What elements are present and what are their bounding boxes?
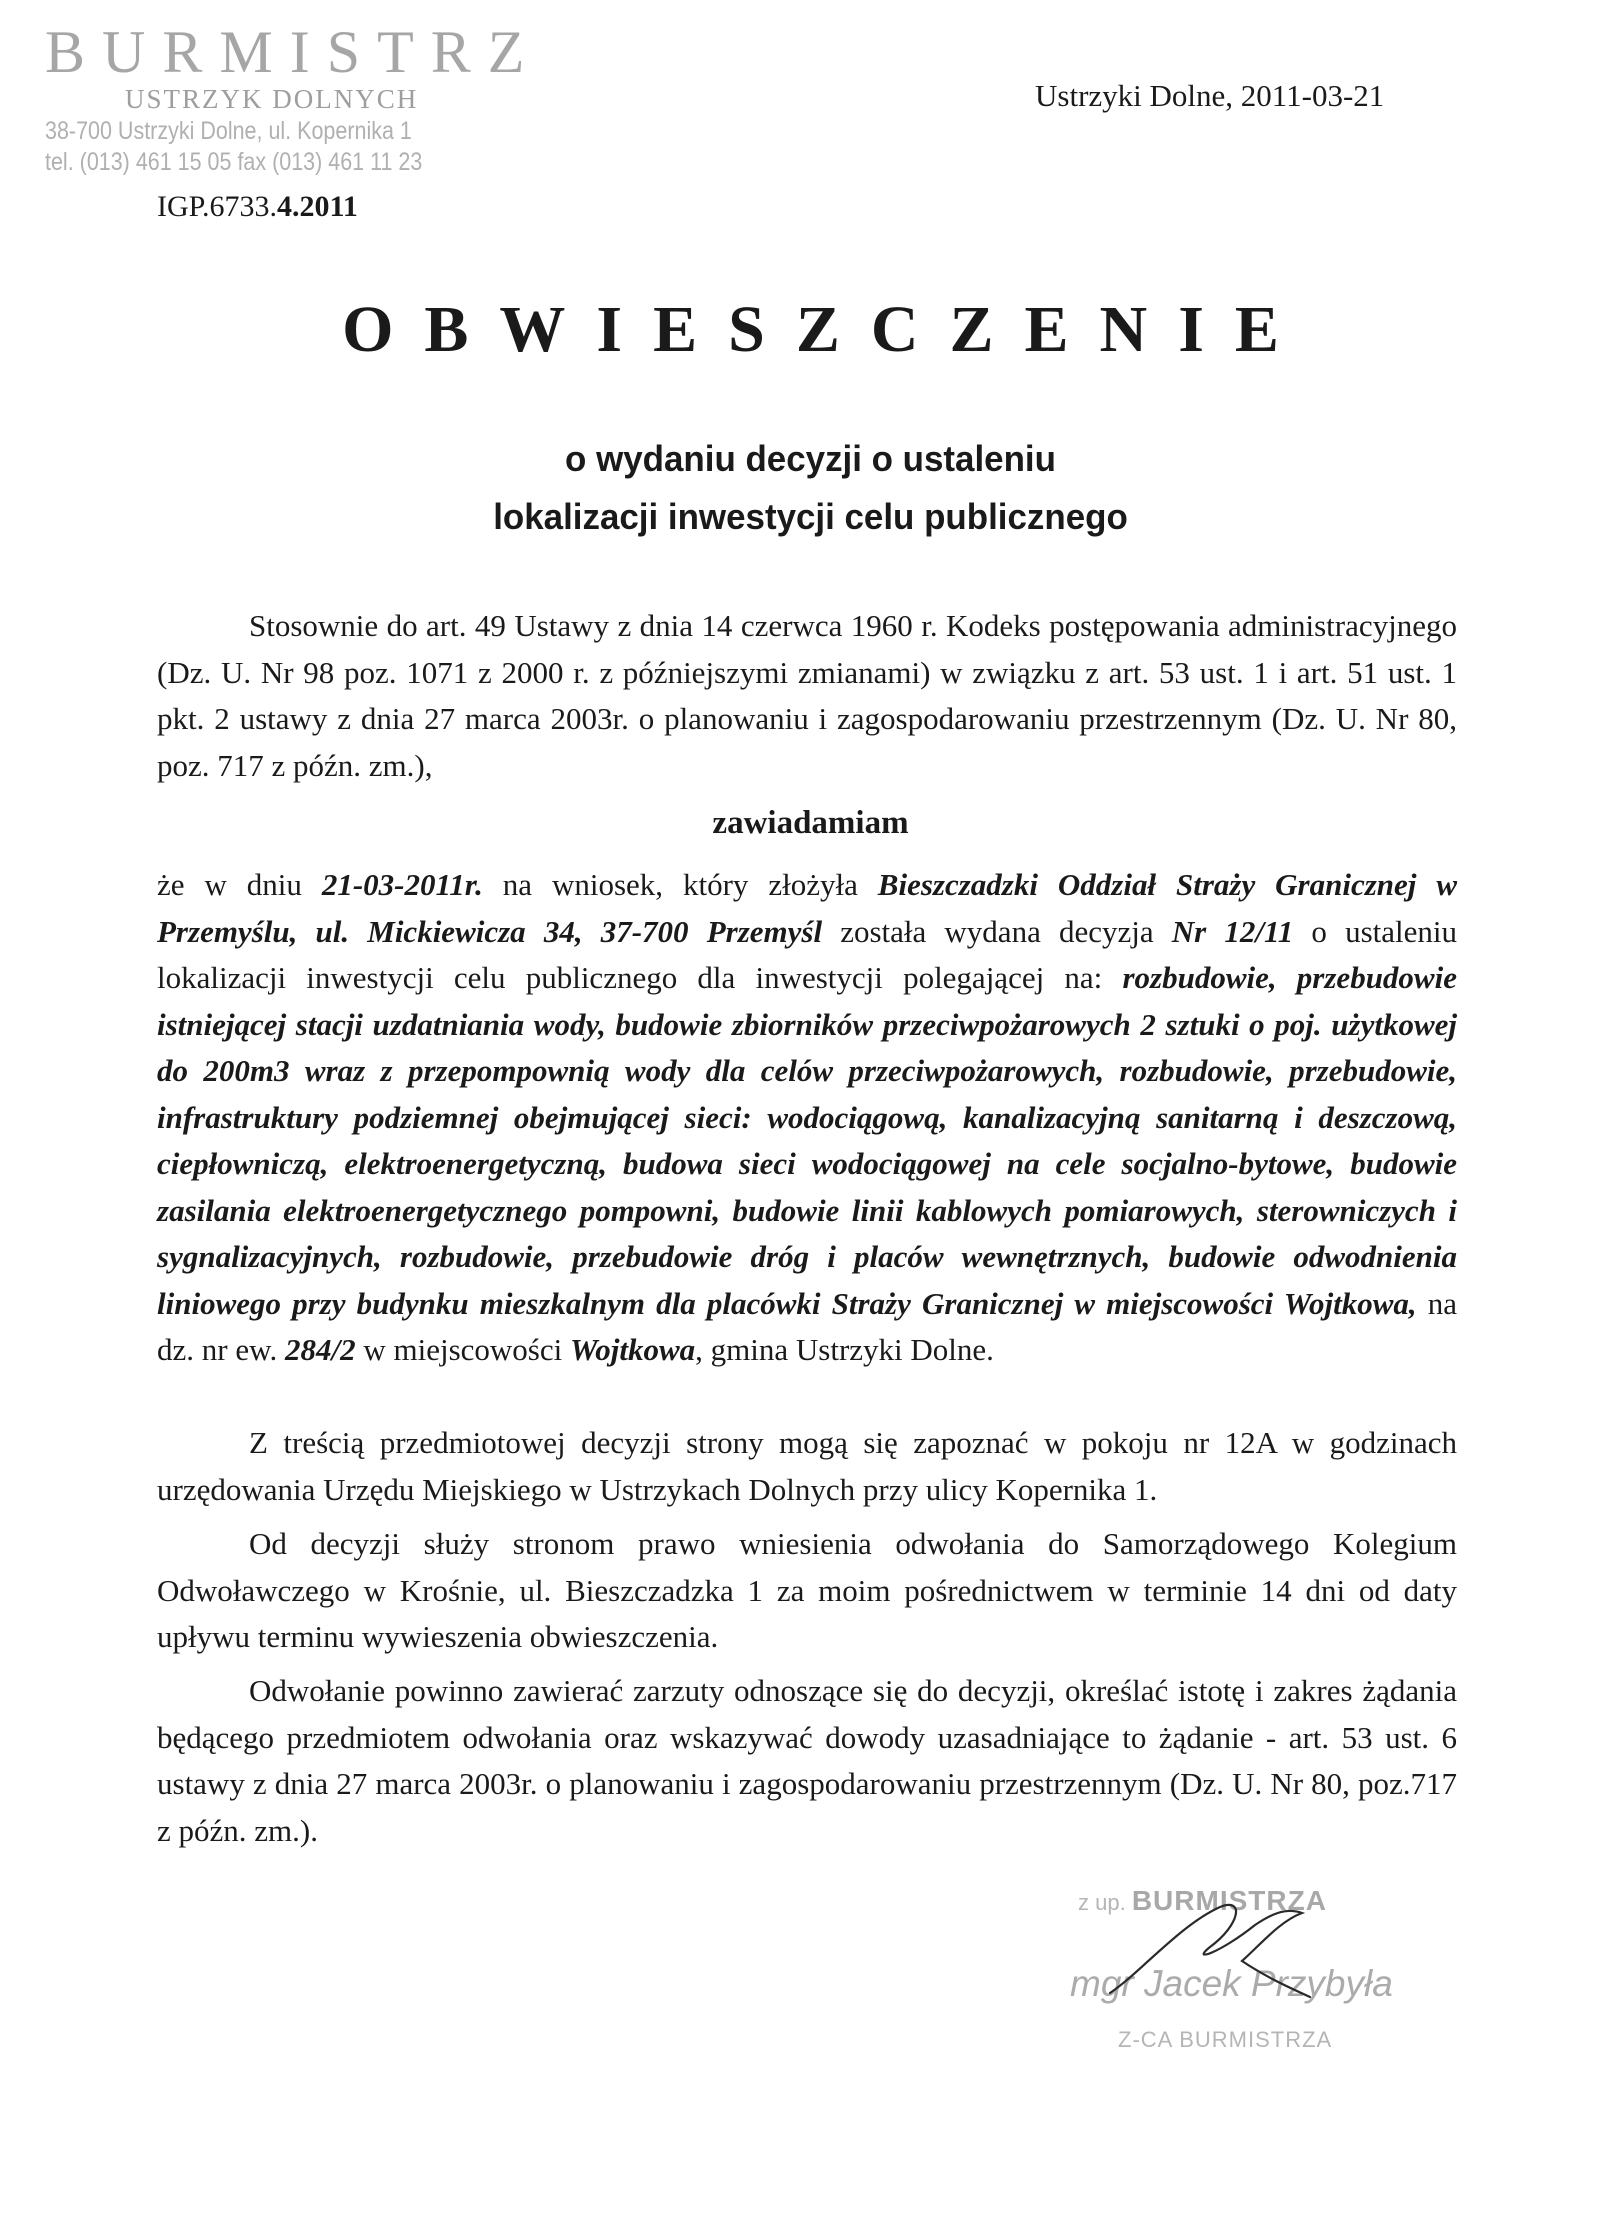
village-name: Wojtkowa [569, 1332, 696, 1367]
signature-office: BURMISTRZA [1131, 1885, 1327, 1916]
paragraph-appeal-content-text: Odwołanie powinno zawierać zarzuty odnoszące się do decyzji, określać istotę i zakres żądania będącego przedmiotem odwołania oraz wskazywać dowody uzasadniające to żądanie - art. 53 ust. 6 ustawy z dnia 27 marca 2003r. o planowaniu i zagospodarowaniu przestrzennym (Dz. U. Nr 80, poz.717 z późn. zm.). [157, 1673, 1457, 1848]
reference-prefix: IGP.6733. [157, 190, 278, 223]
decision-date: 21-03-2011r. [321, 867, 483, 902]
signature-stroke [1110, 1905, 1310, 1997]
letterhead-address: 38-700 Ustrzyki Dolne, ul. Kopernika 1 [45, 117, 412, 145]
letterhead-subtitle: USTRZYK DOLNYCH [125, 84, 419, 114]
main-text-3: została wydana decyzja [822, 913, 1172, 949]
applicant: Bieszczadzki Oddział Straży Granicznej w Przemyślu, ul. Mickiewicza 34, 37-700 Przemyśl [157, 867, 1458, 949]
paragraph-appeal [157, 1521, 1457, 1661]
signature-role: Z-CA BURMISTRZA [1118, 2027, 1333, 2052]
subtitle-line2: lokalizacji inwestycji celu publicznego [493, 496, 1128, 537]
main-text-4: o ustaleniu lokalizacji inwestycji celu publicznego dla inwestycji polegającej na: [157, 913, 1457, 995]
main-text [157, 862, 1457, 1374]
place-date: Ustrzyki Dolne, 2011-03-21 [1035, 78, 1385, 113]
reference-number [157, 190, 358, 224]
subtitle-line1: o wydaniu decyzji o ustaleniu [565, 438, 1056, 479]
main-text-2: na wniosek, który złożyła [482, 867, 878, 902]
decision-number: Nr 12/11 [1171, 913, 1294, 949]
intro-text: Stosownie do art. 49 Ustawy z dnia 14 czerwca 1960 r. Kodeks postępowania administracyjnego (Dz. U. Nr 98 poz. 1071 z 2000 r. z późniejszymi zmianami) w związku z art. 53 ust. 1 i art. 51 ust. 1 pkt. 2 ustawy z dnia 27 marca 2003r. o planowaniu i zagospodarowaniu przestrzennym (Dz. U. Nr 80, poz. 717 z późn. zm.), [157, 608, 1457, 783]
main-paragraph [157, 862, 1457, 1374]
paragraph-access [157, 1420, 1457, 1513]
document-title: OBWIESZCZENIE [342, 293, 1310, 366]
main-text-7: , gmina Ustrzyki Dolne. [695, 1332, 994, 1367]
paragraph-access-text: Z treścią przedmiotowej decyzji strony mogą się zapoznać w pokoju nr 12A w godzinach urzędowania Urzędu Miejskiego w Ustrzykach Dolnych przy ulicy Kopernika 1. [157, 1425, 1457, 1507]
handwritten-signature [1070, 1855, 1370, 2055]
main-text-5: na dz. nr ew. [157, 1285, 1457, 1367]
letterhead-title: BURMISTRZ [45, 19, 542, 85]
investment-description: rozbudowie, przebudowie istniejącej stacji uzdatniania wody, budowie zbiorników przeciwpożarowych 2 sztuki o poj. użytkowej do 200m3 wraz z przepompownią wody dla celów przeciwpożarowych, rozbudowie, przebudowie, infrastruktury podziemnej obejmującej sieci: wodociągową, kanalizacyjną sanitarną i deszczową, ciepłowniczą, elektroenergetyczną, budowa sieci wodociągowej na cele socjalno-bytowe, budowie zasilania elektroenergetycznego pompowni, budowie linii kablowych pomiarowych, sterowniczych i sygnalizacyjnych, rozbudowie, przebudowie dróg i placów wewnętrznych, budowie odwodnienia liniowego przy budynku mieszkalnym dla placówki Straży Granicznej w miejscowości Wojtkowa, [157, 960, 1457, 1321]
paragraph-appeal-content [157, 1668, 1457, 1854]
signature-stamp [1070, 1855, 1393, 2115]
intro-paragraph [157, 603, 1457, 789]
letterhead-stamp [45, 19, 542, 176]
main-text-1: że w dniu [157, 867, 322, 902]
letterhead-phone: tel. (013) 461 15 05 fax (013) 461 11 23 [45, 148, 423, 176]
announce-heading: zawiadamiam [712, 805, 909, 841]
parcel-number: 284/2 [284, 1332, 356, 1367]
paragraph-appeal-text: Od decyzji służy stronom prawo wniesienia odwołania do Samorządowego Kolegium Odwoławczego w Krośnie, ul. Bieszczadzka 1 za moim pośrednictwem w terminie 14 dni od daty upływu terminu wywieszenia obwieszczenia. [157, 1526, 1457, 1654]
signature-name: mgr Jacek Przybyła [1070, 1963, 1393, 2004]
main-text-6: w miejscowości [355, 1332, 570, 1367]
reference-bold: 4.2011 [277, 190, 358, 223]
signature-prefix: z up. [1078, 1890, 1126, 1915]
